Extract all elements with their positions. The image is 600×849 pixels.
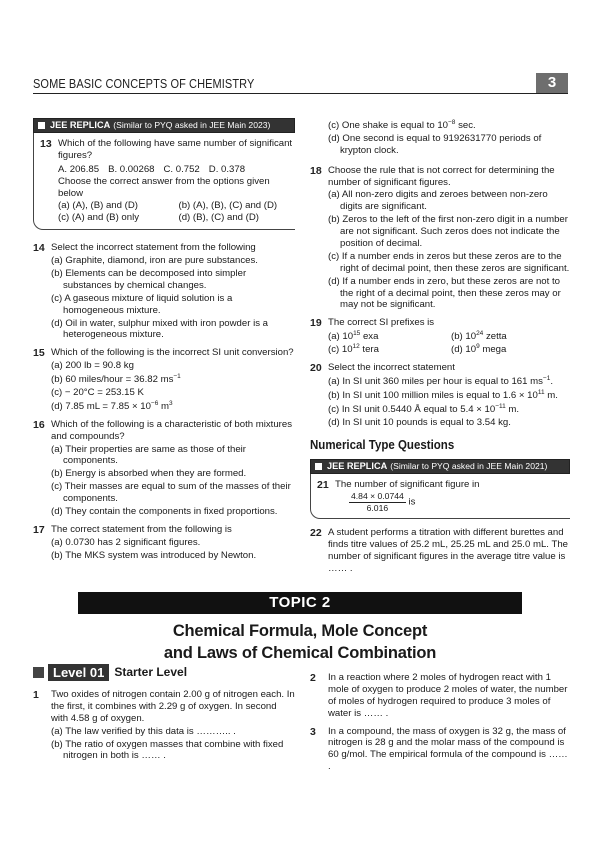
topic-banner: TOPIC 2 [78,592,522,614]
question-text: In a compound, the mass of oxygen is 32 g, the mass of nitrogen is 28 g and the molar mass of the compound is 60 g/mol. The empirical formula of the compound is …… . [328,725,568,773]
question-text: In a reaction where 2 moles of hydrogen react with 1 mole of oxygen to produce 2 moles of water, the number of moles of hydrogen required to produce 3 moles of water is …… . [328,672,568,719]
option: (d) Oil in water, sulphur mixed with iron powder is a heterogeneous mixture. [51,317,269,341]
option: (a) Graphite, diamond, iron are pure substances. [51,255,258,267]
question-number: 19 [310,317,322,330]
bottom-left-column [33,683,295,762]
question-16 [33,419,295,518]
options-grid [328,330,570,356]
square-bullet-icon [315,463,322,470]
question-3 [310,726,570,774]
replica-question-box [310,474,570,519]
option: (c) $10^{12}$ tera [328,343,379,356]
replica-subtitle: (Similar to PYQ asked in JEE Main 2021) [390,460,548,471]
question-text: A student performs a titration with different burettes and finds titre values of 25.2 mL, 25.25 mL and 25.0 mL. The number of significant figures in the average titre value is …… . [328,527,568,574]
question-14 [33,242,295,341]
right-column [310,118,570,575]
question-text: The correct statement from the following is [51,523,232,535]
fraction-expression [335,491,570,513]
option: (b) (A), (B), (C) and (D) [178,200,278,212]
question-13 [40,138,295,224]
question-15 [33,347,295,412]
question-17 [33,524,295,562]
choice-row [58,164,295,176]
level-heading [33,663,187,681]
option: (b) Energy is absorbed when they are formed. [51,468,247,480]
replica-question-box [33,133,295,230]
question-text: The number of significant figure in [335,478,480,490]
left-column [33,118,295,562]
replica-title: JEE REPLICA [50,120,111,130]
fraction-denominator: 6.016 [366,502,389,513]
jee-replica-banner [310,459,570,474]
question-number: 13 [40,138,52,150]
question-text: Select the incorrect statement [328,362,455,374]
option: (b) $10^{24}$ zetta [451,330,507,343]
option: (d) One second is equal to 9192631770 periods of krypton clock. [328,132,542,156]
option: (a) 0.0730 has 2 significant figures. [51,536,201,548]
question-number: 15 [33,347,45,360]
chapter-running-title: SOME BASIC CONCEPTS OF CHEMISTRY [33,77,255,91]
section-title [0,620,600,664]
choice: D. 0.378 [208,163,246,175]
option: (c) A gaseous mixture of liquid solution is a homogeneous mixture. [51,292,233,316]
option: (a) Their properties are same as those of their components. [51,443,246,467]
question-text: Select the incorrect statement from the following [51,242,256,254]
options-grid [58,200,295,224]
option: (b) Elements can be decomposed into simpler substances by chemical changes. [51,268,247,291]
option: (d) $10^9$ mega [451,343,507,356]
option: (b) Zeros to the left of the first non-zero digit in a number are not significant. Such zeros does not indicate the position of decimal. [328,214,568,250]
jee-replica-banner [33,118,295,133]
question-text: The correct SI prefixes is [328,317,435,329]
option: (d) They contain the components in fixed proportions. [51,506,278,518]
numerical-section-heading: Numerical Type Questions [310,438,455,453]
page-number: 3 [536,73,568,93]
choice: B. 0.00268 [108,163,155,175]
option: (d) If a number ends in zero, but these zeros are not to the right of a decimal point, then these zeros may or may not be significant. [328,275,561,311]
question-number: 3 [310,725,316,738]
question-text-tail: is [408,496,416,508]
option: (a) $10^{15}$ exa [328,330,379,343]
replica-subtitle: (Similar to PYQ asked in JEE Main 2023) [113,120,271,130]
question-2 [310,672,570,720]
option: (d) (B), (C) and (D) [178,212,259,224]
option: (b) The ratio of oxygen masses that combine with fixed nitrogen in both is …… . [51,738,284,762]
section-title-line: and Laws of Chemical Combination [163,644,437,662]
option: (d) In SI unit 10 pounds is equal to 3.54 kg. [328,416,511,428]
question-17-continued [310,119,570,157]
replica-title: JEE REPLICA [327,460,388,471]
question-22 [310,527,570,575]
question-number: 1 [33,689,39,701]
level-sublabel: Starter Level [114,665,188,679]
choice: A. 206.85 [58,163,100,175]
question-text: Which of the following is the incorrect SI unit conversion? [51,347,294,359]
question-text: Two oxides of nitrogen contain 2.00 g of nitrogen each. In the first, it combines with 2.29 g of oxygen. In second with 4.58 g of oxygen. [51,689,295,724]
question-number: 14 [33,242,45,255]
choice: C. 0.752 [163,163,200,175]
question-number: 18 [310,164,322,177]
option: (c) (A) and (B) only [58,212,140,224]
option: (b) The MKS system was introduced by Newton. [51,549,257,561]
option: (a) The law verified by this data is ……….. . [51,725,236,737]
question-text: Choose the rule that is not correct for determining the number of significant figures. [328,164,555,188]
question-number: 20 [310,362,322,375]
question-1 [33,689,295,762]
question-21 [317,479,570,513]
square-bullet-icon [38,122,45,129]
option: (c) In SI unit 0.5440 Å equal to $5.4 \times 10^{-11}$ m. [328,402,520,415]
fraction-numerator: 4.84 × 0.0744 [351,490,404,501]
option: (a) 200 lb = 90.8 kg [51,360,134,372]
option: (a) In SI unit 360 miles per hour is equal to 161 $ms^{-1}$. [328,374,553,387]
question-19 [310,317,570,356]
page-header [33,74,568,94]
option: (c) If a number ends in zeros but these zeros are to the right of decimal point, then these zeros are significant. [328,250,570,274]
section-title-line: Chemical Formula, Mole Concept [172,622,428,640]
option: (a) (A), (B) and (D) [58,200,138,212]
option: (b) 60 miles/hour = 36.82 $ms^{-1}$ [51,373,181,386]
bottom-right-column [310,666,570,773]
question-20 [310,362,570,428]
option: (c) One shake is equal to $10^{-8}$ sec. [328,119,476,131]
question-number: 16 [33,418,45,431]
question-number: 21 [317,478,329,491]
instruction-text: Choose the correct answer from the options given below [58,175,270,199]
option: (c) Their masses are equal to sum of the masses of their components. [51,481,291,505]
question-number: 2 [310,672,316,684]
option: (a) All non-zero digits and zeroes between non-zero digits are significant. [328,189,548,213]
option: (c) − 20°C = 253.15 K [51,387,144,399]
fraction [349,491,406,513]
question-number: 22 [310,527,322,540]
question-text: Which of the following have same number of significant figures? [58,138,293,161]
question-18 [310,165,570,312]
question-text: Which of the following is a characteristic of both mixtures and compounds? [51,418,293,442]
square-bullet-icon [33,667,44,678]
option: (b) In SI unit 100 million miles is equal to $1.6 \times 10^{11}$ m. [328,388,558,401]
option: (d) 7.85 mL = $7.85 \times 10^{-6}$ $m^3$ [51,399,173,412]
question-number: 17 [33,523,45,536]
level-label: Level 01 [48,664,109,681]
